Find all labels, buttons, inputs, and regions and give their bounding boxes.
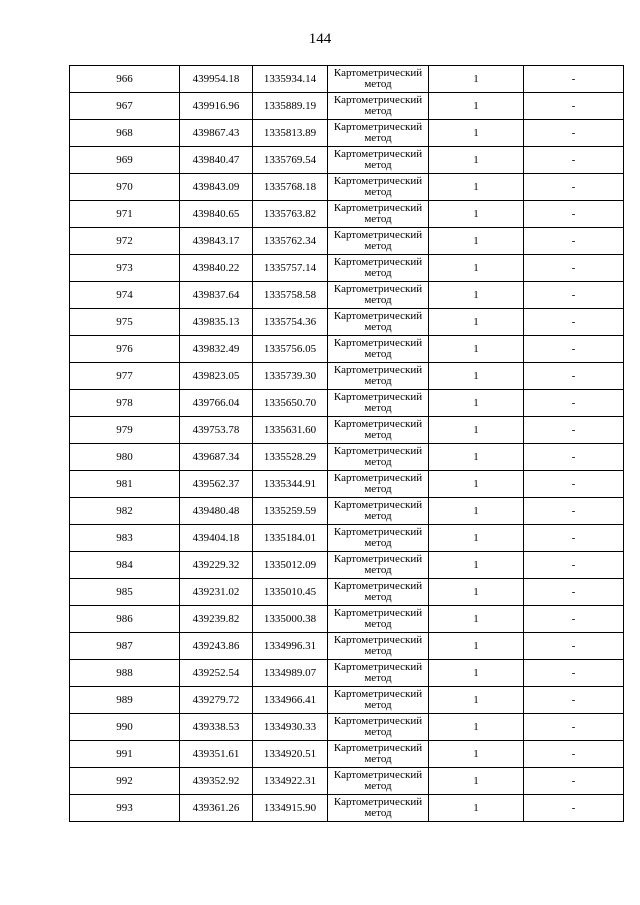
x-coordinate-cell: 439351.61 [180,741,253,768]
method-line-2: метод [364,672,392,684]
method-cell [328,255,429,282]
accuracy-cell: 1 [429,120,524,147]
accuracy-cell: 1 [429,174,524,201]
x-coordinate-cell: 439480.48 [180,498,253,525]
table-row [70,93,624,120]
accuracy-cell: 1 [429,606,524,633]
description-cell: - [524,417,624,444]
table-row [70,309,624,336]
y-coordinate-cell: 1335889.19 [253,93,328,120]
x-coordinate-cell: 439252.54 [180,660,253,687]
accuracy-cell: 1 [429,93,524,120]
point-number-cell: 987 [70,633,180,660]
accuracy-cell: 1 [429,768,524,795]
description-cell: - [524,741,624,768]
method-cell [328,498,429,525]
method-line-2: метод [364,429,392,441]
description-cell: - [524,93,624,120]
table-row [70,336,624,363]
method-cell [328,795,429,822]
accuracy-cell: 1 [429,66,524,93]
accuracy-cell: 1 [429,525,524,552]
point-number-cell: 985 [70,579,180,606]
y-coordinate-cell: 1335756.05 [253,336,328,363]
method-line-1: Картометрический [333,661,423,673]
x-coordinate-cell: 439843.09 [180,174,253,201]
point-number-cell: 981 [70,471,180,498]
table-row [70,606,624,633]
description-cell: - [524,660,624,687]
method-cell [328,93,429,120]
y-coordinate-cell: 1335768.18 [253,174,328,201]
method-line-2: метод [364,240,392,252]
method-line-1: Картометрический [333,283,423,295]
method-line-1: Картометрический [333,418,423,430]
y-coordinate-cell: 1335631.60 [253,417,328,444]
method-line-1: Картометрический [333,337,423,349]
description-cell: - [524,147,624,174]
method-line-1: Картометрический [333,121,423,133]
method-cell [328,228,429,255]
table-row [70,255,624,282]
table-row [70,66,624,93]
point-number-cell: 990 [70,714,180,741]
method-line-2: метод [364,726,392,738]
method-line-1: Картометрический [333,310,423,322]
method-line-2: метод [364,456,392,468]
y-coordinate-cell: 1335184.01 [253,525,328,552]
method-cell [328,660,429,687]
y-coordinate-cell: 1335757.14 [253,255,328,282]
table-row [70,498,624,525]
method-line-2: метод [364,186,392,198]
table-row [70,741,624,768]
method-line-1: Картометрический [333,229,423,241]
x-coordinate-cell: 439338.53 [180,714,253,741]
point-number-cell: 971 [70,201,180,228]
x-coordinate-cell: 439823.05 [180,363,253,390]
point-number-cell: 986 [70,606,180,633]
description-cell: - [524,471,624,498]
method-cell [328,120,429,147]
point-number-cell: 982 [70,498,180,525]
description-cell: - [524,552,624,579]
x-coordinate-cell: 439753.78 [180,417,253,444]
method-line-2: метод [364,483,392,495]
method-cell [328,66,429,93]
method-line-2: метод [364,348,392,360]
method-line-2: метод [364,294,392,306]
table-row [70,795,624,822]
x-coordinate-cell: 439832.49 [180,336,253,363]
table-row [70,282,624,309]
page-number: 144 [308,31,332,47]
method-line-2: метод [364,402,392,414]
method-line-1: Картометрический [333,256,423,268]
accuracy-cell: 1 [429,741,524,768]
description-cell: - [524,579,624,606]
y-coordinate-cell: 1334920.51 [253,741,328,768]
method-line-2: метод [364,105,392,117]
point-number-cell: 976 [70,336,180,363]
table-row [70,660,624,687]
table-row [70,228,624,255]
x-coordinate-cell: 439229.32 [180,552,253,579]
accuracy-cell: 1 [429,579,524,606]
point-number-cell: 975 [70,309,180,336]
method-line-1: Картометрический [333,715,423,727]
x-coordinate-cell: 439352.92 [180,768,253,795]
point-number-cell: 992 [70,768,180,795]
accuracy-cell: 1 [429,417,524,444]
y-coordinate-cell: 1335528.29 [253,444,328,471]
description-cell: - [524,309,624,336]
method-line-2: метод [364,78,392,90]
accuracy-cell: 1 [429,363,524,390]
description-cell: - [524,255,624,282]
y-coordinate-cell: 1334996.31 [253,633,328,660]
method-cell [328,687,429,714]
x-coordinate-cell: 439840.47 [180,147,253,174]
method-line-1: Картометрический [333,526,423,538]
table-row [70,444,624,471]
x-coordinate-cell: 439837.64 [180,282,253,309]
method-line-1: Картометрический [333,472,423,484]
accuracy-cell: 1 [429,444,524,471]
description-cell: - [524,282,624,309]
x-coordinate-cell: 439562.37 [180,471,253,498]
accuracy-cell: 1 [429,390,524,417]
method-line-2: метод [364,591,392,603]
y-coordinate-cell: 1335344.91 [253,471,328,498]
point-number-cell: 974 [70,282,180,309]
method-line-2: метод [364,807,392,819]
accuracy-cell: 1 [429,147,524,174]
y-coordinate-cell: 1335758.58 [253,282,328,309]
y-coordinate-cell: 1335259.59 [253,498,328,525]
accuracy-cell: 1 [429,498,524,525]
y-coordinate-cell: 1334915.90 [253,795,328,822]
point-number-cell: 989 [70,687,180,714]
method-cell [328,336,429,363]
description-cell: - [524,444,624,471]
method-cell [328,201,429,228]
point-number-cell: 993 [70,795,180,822]
table-row [70,525,624,552]
point-number-cell: 991 [70,741,180,768]
y-coordinate-cell: 1334930.33 [253,714,328,741]
description-cell: - [524,768,624,795]
x-coordinate-cell: 439843.17 [180,228,253,255]
y-coordinate-cell: 1335934.14 [253,66,328,93]
method-line-1: Картометрический [333,391,423,403]
method-line-1: Картометрический [333,67,423,79]
y-coordinate-cell: 1335813.89 [253,120,328,147]
method-line-1: Картометрический [333,94,423,106]
accuracy-cell: 1 [429,255,524,282]
y-coordinate-cell: 1335739.30 [253,363,328,390]
table-row [70,633,624,660]
method-line-1: Картометрический [333,553,423,565]
method-line-1: Картометрический [333,742,423,754]
point-number-cell: 979 [70,417,180,444]
y-coordinate-cell: 1335754.36 [253,309,328,336]
y-coordinate-cell: 1335012.09 [253,552,328,579]
y-coordinate-cell: 1335762.34 [253,228,328,255]
method-cell [328,147,429,174]
method-cell [328,471,429,498]
accuracy-cell: 1 [429,336,524,363]
y-coordinate-cell: 1334966.41 [253,687,328,714]
method-cell [328,525,429,552]
description-cell: - [524,66,624,93]
method-cell [328,174,429,201]
method-line-2: метод [364,510,392,522]
table-row [70,174,624,201]
method-cell [328,444,429,471]
y-coordinate-cell: 1335000.38 [253,606,328,633]
method-line-2: метод [364,537,392,549]
table-row [70,552,624,579]
method-cell [328,552,429,579]
method-line-1: Картометрический [333,499,423,511]
table-row [70,120,624,147]
point-number-cell: 978 [70,390,180,417]
table-row [70,417,624,444]
accuracy-cell: 1 [429,471,524,498]
method-line-1: Картометрический [333,796,423,808]
method-line-1: Картометрический [333,202,423,214]
method-line-2: метод [364,699,392,711]
accuracy-cell: 1 [429,714,524,741]
description-cell: - [524,228,624,255]
x-coordinate-cell: 439954.18 [180,66,253,93]
table-row [70,768,624,795]
coordinates-table-body [70,66,624,822]
description-cell: - [524,201,624,228]
point-number-cell: 969 [70,147,180,174]
x-coordinate-cell: 439687.34 [180,444,253,471]
description-cell: - [524,714,624,741]
table-row [70,714,624,741]
x-coordinate-cell: 439243.86 [180,633,253,660]
method-line-1: Картометрический [333,634,423,646]
y-coordinate-cell: 1335769.54 [253,147,328,174]
method-cell [328,606,429,633]
point-number-cell: 988 [70,660,180,687]
point-number-cell: 984 [70,552,180,579]
method-line-2: метод [364,618,392,630]
description-cell: - [524,336,624,363]
accuracy-cell: 1 [429,660,524,687]
method-line-1: Картометрический [333,688,423,700]
method-line-2: метод [364,564,392,576]
x-coordinate-cell: 439840.65 [180,201,253,228]
method-line-2: метод [364,780,392,792]
method-line-1: Картометрический [333,364,423,376]
table-row [70,201,624,228]
method-line-2: метод [364,753,392,765]
accuracy-cell: 1 [429,633,524,660]
table-row [70,147,624,174]
point-number-cell: 970 [70,174,180,201]
x-coordinate-cell: 439835.13 [180,309,253,336]
method-line-2: метод [364,321,392,333]
x-coordinate-cell: 439361.26 [180,795,253,822]
method-line-2: метод [364,213,392,225]
method-line-1: Картометрический [333,148,423,160]
table-row [70,390,624,417]
description-cell: - [524,687,624,714]
method-line-1: Картометрический [333,175,423,187]
point-number-cell: 968 [70,120,180,147]
x-coordinate-cell: 439404.18 [180,525,253,552]
x-coordinate-cell: 439279.72 [180,687,253,714]
accuracy-cell: 1 [429,795,524,822]
method-cell [328,741,429,768]
x-coordinate-cell: 439916.96 [180,93,253,120]
description-cell: - [524,363,624,390]
accuracy-cell: 1 [429,201,524,228]
y-coordinate-cell: 1335763.82 [253,201,328,228]
method-line-2: метод [364,132,392,144]
point-number-cell: 972 [70,228,180,255]
y-coordinate-cell: 1334989.07 [253,660,328,687]
method-line-1: Картометрический [333,580,423,592]
method-line-1: Картометрический [333,769,423,781]
method-line-2: метод [364,267,392,279]
method-line-1: Картометрический [333,445,423,457]
table-row [70,687,624,714]
accuracy-cell: 1 [429,282,524,309]
description-cell: - [524,795,624,822]
method-line-2: метод [364,375,392,387]
method-cell [328,363,429,390]
description-cell: - [524,606,624,633]
y-coordinate-cell: 1335650.70 [253,390,328,417]
method-cell [328,579,429,606]
method-cell [328,390,429,417]
x-coordinate-cell: 439239.82 [180,606,253,633]
y-coordinate-cell: 1334922.31 [253,768,328,795]
description-cell: - [524,120,624,147]
x-coordinate-cell: 439867.43 [180,120,253,147]
method-line-2: метод [364,645,392,657]
description-cell: - [524,525,624,552]
method-cell [328,768,429,795]
description-cell: - [524,498,624,525]
accuracy-cell: 1 [429,552,524,579]
table-row [70,471,624,498]
point-number-cell: 973 [70,255,180,282]
description-cell: - [524,633,624,660]
method-line-2: метод [364,159,392,171]
description-cell: - [524,174,624,201]
point-number-cell: 983 [70,525,180,552]
method-cell [328,282,429,309]
point-number-cell: 980 [70,444,180,471]
accuracy-cell: 1 [429,228,524,255]
method-line-1: Картометрический [333,607,423,619]
coordinates-table [69,65,624,822]
x-coordinate-cell: 439766.04 [180,390,253,417]
method-cell [328,714,429,741]
point-number-cell: 966 [70,66,180,93]
table-row [70,579,624,606]
table-row [70,363,624,390]
method-cell [328,417,429,444]
method-cell [328,309,429,336]
point-number-cell: 967 [70,93,180,120]
y-coordinate-cell: 1335010.45 [253,579,328,606]
point-number-cell: 977 [70,363,180,390]
method-cell [328,633,429,660]
accuracy-cell: 1 [429,687,524,714]
x-coordinate-cell: 439231.02 [180,579,253,606]
description-cell: - [524,390,624,417]
accuracy-cell: 1 [429,309,524,336]
x-coordinate-cell: 439840.22 [180,255,253,282]
